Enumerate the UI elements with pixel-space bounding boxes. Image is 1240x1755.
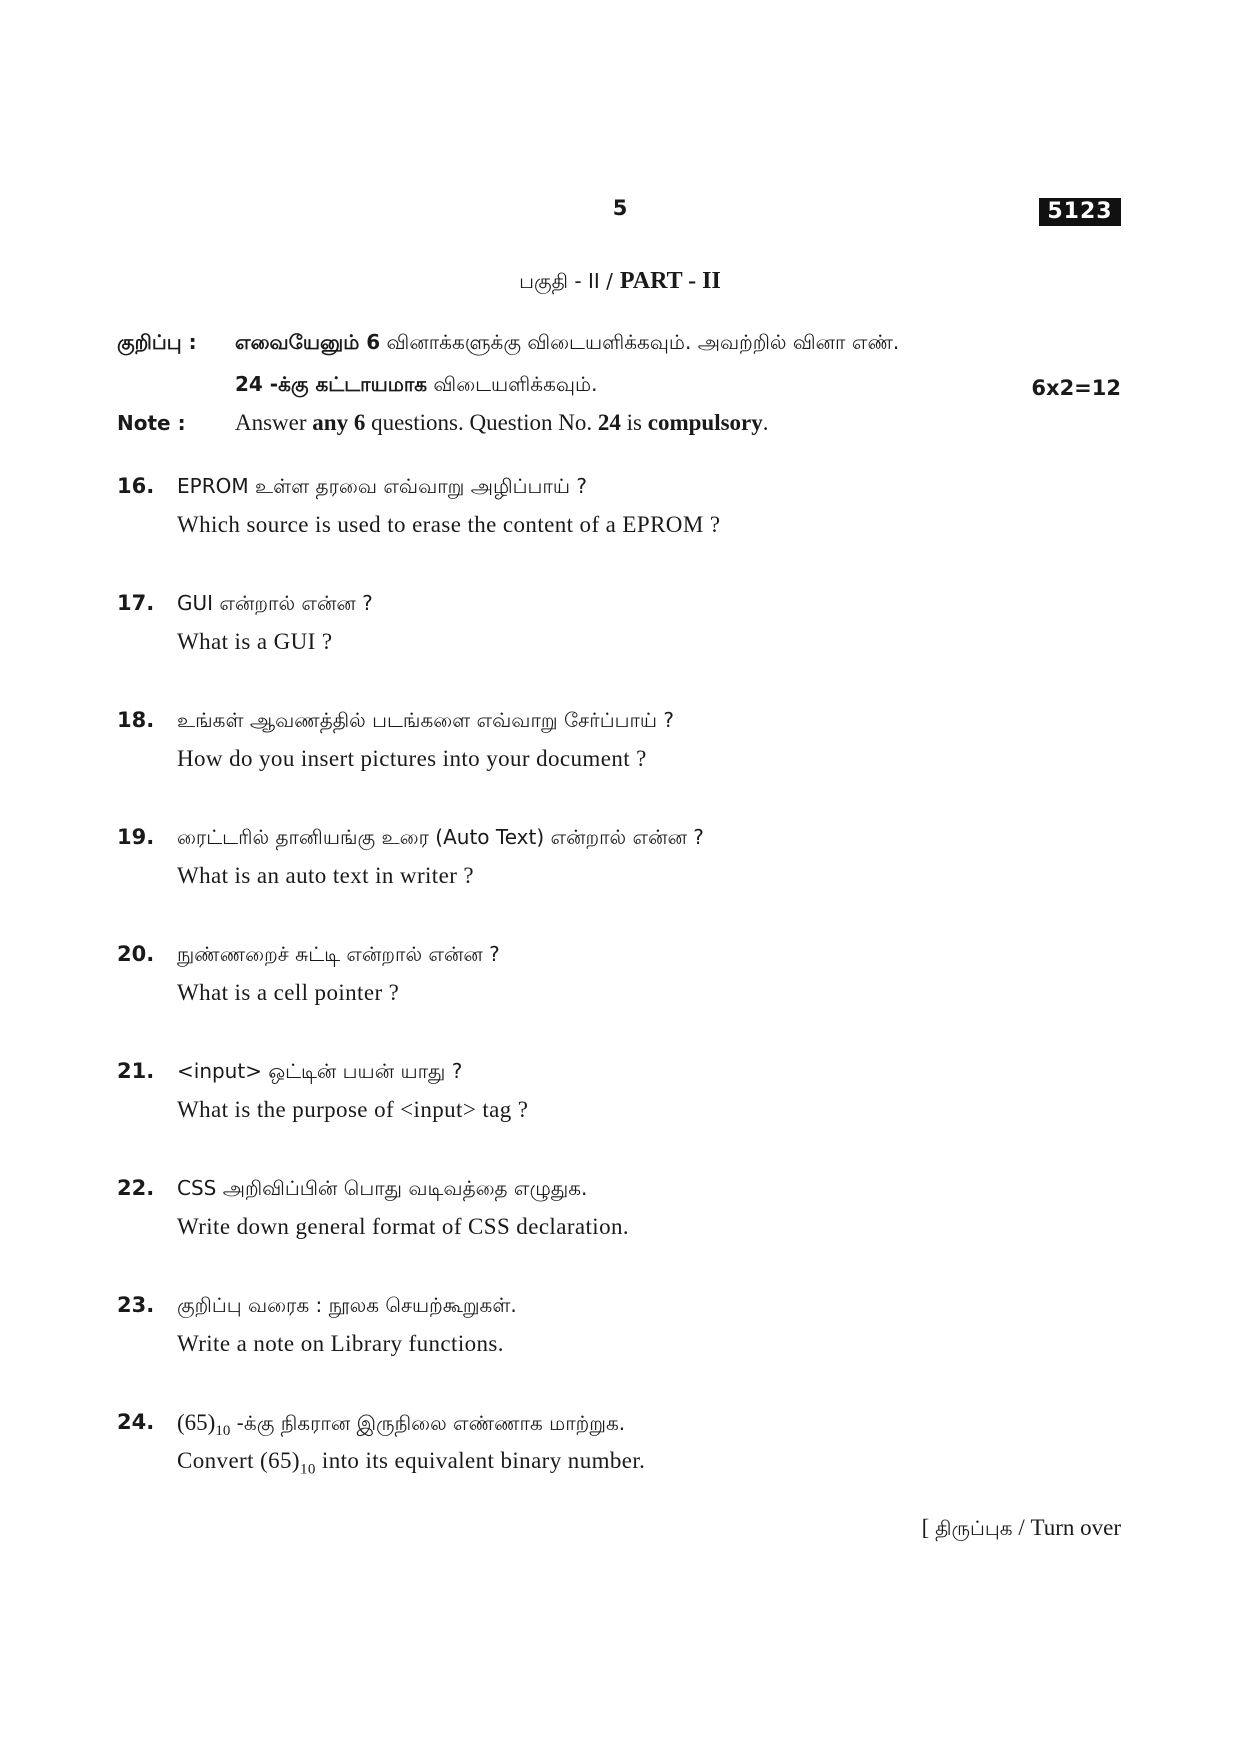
question-english-text: What is a GUI ? bbox=[177, 629, 333, 654]
page-number: 5 bbox=[612, 196, 628, 220]
question-number: 19. bbox=[117, 825, 155, 849]
question-english-text: What is the purpose of <input> tag ? bbox=[177, 1097, 529, 1122]
question-tamil-text: குறிப்பு வரைக : நூலக செயற்கூறுகள். bbox=[177, 1293, 517, 1317]
part-heading bbox=[0, 268, 1240, 296]
note-label-tamil: குறிப்பு : bbox=[117, 330, 197, 354]
question-number: 18. bbox=[117, 708, 155, 732]
question-number: 22. bbox=[117, 1176, 155, 1200]
marks-allocation: 6x2=12 bbox=[1031, 376, 1121, 400]
note-tamil-text-1: வினாக்களுக்கு விடையளிக்கவும். அவற்றில் வினா எண். bbox=[380, 330, 900, 354]
question-tamil-text: உங்கள் ஆவணத்தில் படங்களை எவ்வாறு சேர்ப்பாய் ? bbox=[177, 708, 675, 732]
turn-over-note: [ திருப்புக / Turn over bbox=[921, 1515, 1121, 1540]
question-number: 17. bbox=[117, 591, 155, 615]
question-english-text: Convert $(65)_{10}$ into its equivalent binary number. bbox=[177, 1448, 646, 1478]
question-tamil-text: ரைட்டரில் தானியங்கு உரை (Auto Text) என்றால் என்ன ? bbox=[177, 825, 704, 849]
question-english-text: What is a cell pointer ? bbox=[177, 980, 400, 1005]
note-tamil-line2 bbox=[117, 372, 597, 399]
question-english-text: How do you insert pictures into your document ? bbox=[177, 746, 647, 771]
question-english-text: Write a note on Library functions. bbox=[177, 1331, 504, 1356]
note-tamil-bold-2: 24 -க்கு கட்டாயமாக bbox=[235, 372, 428, 396]
question-english-text: What is an auto text in writer ? bbox=[177, 863, 475, 888]
part-heading-tamil: பகுதி - II / bbox=[519, 269, 613, 293]
question-tamil-text: $(65)_{10}$ -க்கு நிகரான இருநிலை எண்ணாக மாற்றுக. bbox=[177, 1410, 626, 1439]
question-number: 23. bbox=[117, 1293, 155, 1317]
paper-code-badge: 5123 bbox=[1039, 198, 1121, 226]
note-label-english: Note : bbox=[117, 411, 186, 435]
question-tamil-text: EPROM உள்ள தரவை எவ்வாறு அழிப்பாய் ? bbox=[177, 474, 587, 498]
question-english-text: Write down general format of CSS declaration. bbox=[177, 1214, 630, 1239]
question-tamil-text: CSS அறிவிப்பின் பொது வடிவத்தை எழுதுக. bbox=[177, 1176, 588, 1200]
question-number: 21. bbox=[117, 1059, 155, 1083]
question-number: 20. bbox=[117, 942, 155, 966]
note-tamil-text-2: விடையளிக்கவும். bbox=[427, 372, 598, 396]
question-english-text: Which source is used to erase the content of a EPROM ? bbox=[177, 512, 721, 537]
turn-over-english: / Turn over bbox=[1012, 1515, 1121, 1540]
question-number: 24. bbox=[117, 1410, 155, 1434]
note-tamil-line1 bbox=[117, 330, 899, 357]
question-tamil-text: நுண்ணறைச் சுட்டி என்றால் என்ன ? bbox=[177, 942, 500, 966]
question-number: 16. bbox=[117, 474, 155, 498]
turn-over-tamil: திருப்புக bbox=[935, 1516, 1013, 1540]
note-english-line: Note : Answer any 6 questions. Question No. 24 is compulsory. bbox=[117, 410, 769, 435]
note-tamil-bold-1: எவையேனும் 6 bbox=[235, 330, 381, 354]
question-tamil-text: <input> ஒட்டின் பயன் யாது ? bbox=[177, 1059, 463, 1083]
question-tamil-text: GUI என்றால் என்ன ? bbox=[177, 591, 373, 615]
part-heading-english: PART - II bbox=[619, 268, 721, 294]
